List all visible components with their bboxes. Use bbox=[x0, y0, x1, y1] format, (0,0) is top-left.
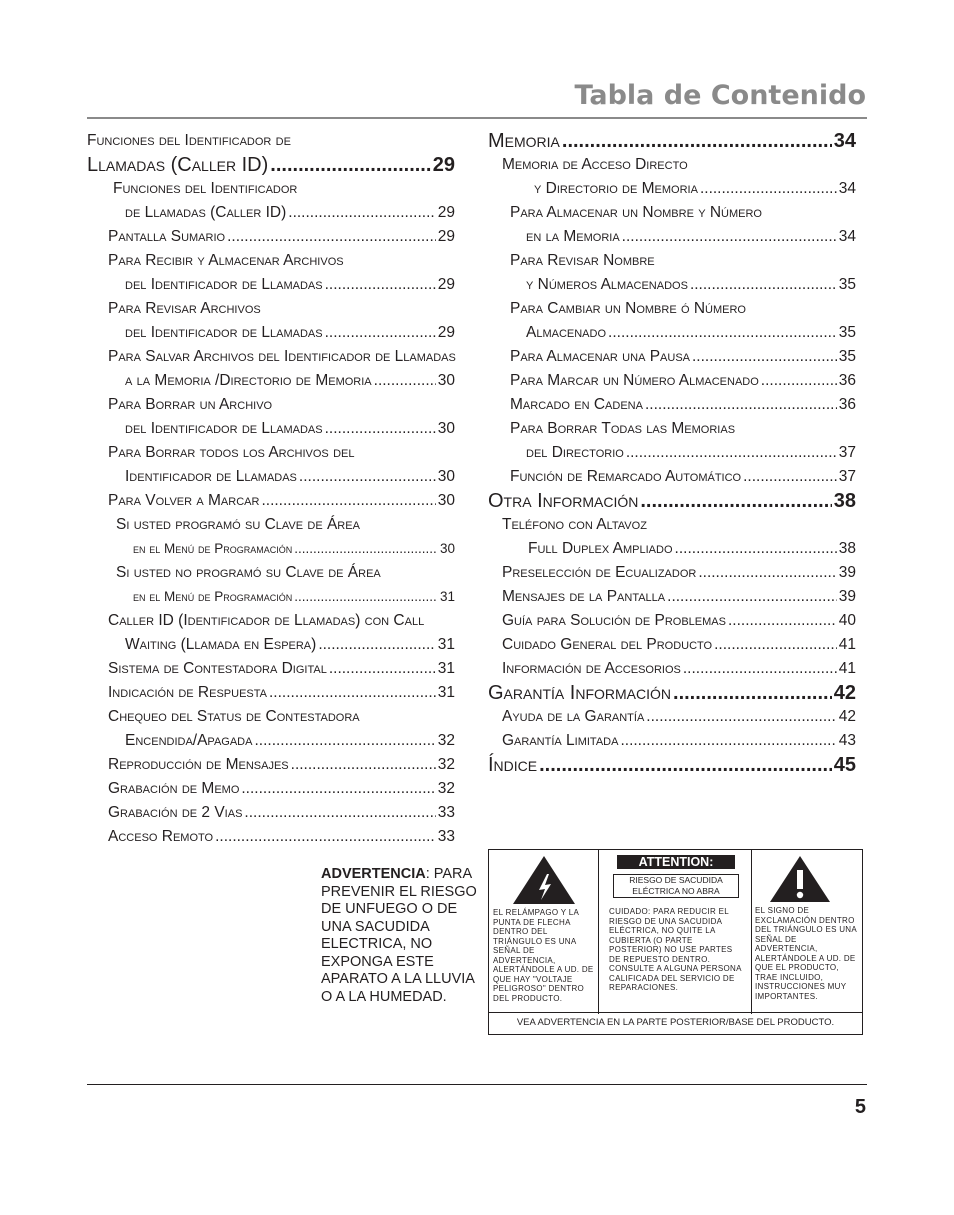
toc-entry-line[interactable]: Para Borrar Todas las Memorias bbox=[510, 420, 736, 437]
toc-entry[interactable] bbox=[488, 705, 856, 729]
dot-leader bbox=[227, 225, 436, 249]
toc-entry-line[interactable]: Si usted no programó su Clave de Área bbox=[116, 564, 381, 581]
toc-entry[interactable] bbox=[87, 657, 455, 681]
toc-entry-label: Índice bbox=[488, 754, 538, 776]
toc-entry-page: 30 bbox=[439, 541, 455, 556]
toc-entry[interactable] bbox=[488, 393, 856, 417]
dot-leader bbox=[244, 801, 435, 825]
toc-entry-page: 32 bbox=[437, 732, 455, 749]
toc-entry[interactable] bbox=[87, 489, 455, 513]
dot-leader bbox=[299, 465, 436, 489]
dot-leader bbox=[743, 465, 837, 489]
dot-leader bbox=[215, 825, 436, 849]
toc-entry-line[interactable]: Para Borrar todos los Archivos del bbox=[108, 444, 355, 461]
toc-entry-label: Mensajes de la Pantalla bbox=[502, 588, 666, 605]
toc-entry-label: Pantalla Sumario bbox=[108, 228, 226, 245]
toc-entry-page: 30 bbox=[437, 420, 455, 437]
toc-entry-label: del Identificador de Llamadas bbox=[125, 324, 323, 341]
toc-entry-page: 29 bbox=[437, 228, 455, 245]
dot-leader bbox=[645, 393, 837, 417]
dot-leader bbox=[761, 369, 837, 393]
toc-entry[interactable] bbox=[87, 753, 455, 777]
toc-entry-label: Para Almacenar una Pausa bbox=[510, 348, 690, 365]
dot-leader bbox=[714, 633, 837, 657]
toc-entry[interactable] bbox=[488, 729, 856, 753]
toc-entry-label: Indicación de Respuesta bbox=[108, 684, 267, 701]
toc-entry[interactable] bbox=[87, 681, 455, 705]
lightning-explanation: EL RELÁMPAGO Y LA PUNTA DE FLECHA DENTRO DEL TRIÁNGULO ES UNA SEÑAL DE ADVERTENCIA, ALERTÁNDOLE A UD. DE QUE HAY "VOLTAJE PELIGROSO" DENTRO DEL PRODUCTO. bbox=[493, 908, 594, 1003]
toc-entry-page: 37 bbox=[838, 444, 856, 461]
dot-leader bbox=[562, 129, 832, 153]
risk-label: RIESGO DE SACUDIDA ELÉCTRICA NO ABRA bbox=[613, 874, 739, 898]
toc-entry[interactable] bbox=[488, 681, 856, 705]
toc-entry-label: Grabación de Memo bbox=[108, 780, 240, 797]
dot-leader bbox=[620, 729, 836, 753]
dot-leader bbox=[683, 657, 837, 681]
toc-entry[interactable] bbox=[488, 657, 856, 681]
dot-leader bbox=[261, 489, 435, 513]
toc-entry-page: 43 bbox=[838, 732, 856, 749]
exclamation-triangle-icon bbox=[768, 854, 832, 904]
dot-leader bbox=[700, 177, 837, 201]
toc-entry[interactable] bbox=[488, 369, 856, 393]
warning-label: ADVERTENCIA bbox=[321, 866, 426, 882]
lightning-cell bbox=[489, 850, 599, 1014]
dot-leader bbox=[294, 537, 438, 561]
toc-entry-page: 34 bbox=[838, 180, 856, 197]
dot-leader bbox=[675, 537, 837, 561]
toc-entry-page: 31 bbox=[437, 660, 455, 677]
toc-entry-page: 29 bbox=[437, 276, 455, 293]
toc-entry-page: 35 bbox=[838, 348, 856, 365]
toc-entry-page: 30 bbox=[437, 492, 455, 509]
toc-entry[interactable] bbox=[87, 201, 455, 225]
toc-entry-page: 30 bbox=[437, 372, 455, 389]
dot-leader bbox=[325, 273, 436, 297]
dot-leader bbox=[692, 345, 837, 369]
dot-leader bbox=[318, 633, 435, 657]
toc-entry-label: del Directorio bbox=[526, 444, 624, 461]
toc-entry-label: Encendida/Apagada bbox=[125, 732, 253, 749]
toc-entry[interactable] bbox=[488, 489, 856, 513]
toc-entry-label: Garantía Limitada bbox=[502, 732, 619, 749]
dot-leader bbox=[690, 273, 837, 297]
toc-entry-page: 32 bbox=[437, 780, 455, 797]
toc-entry[interactable] bbox=[488, 585, 856, 609]
toc-entry[interactable] bbox=[488, 609, 856, 633]
warning-text bbox=[321, 866, 481, 1006]
toc-right-column bbox=[488, 129, 856, 777]
toc-entry-label: Identificador de Llamadas bbox=[125, 468, 297, 485]
toc-entry[interactable] bbox=[488, 537, 856, 561]
toc-entry-line[interactable]: Chequeo del Status de Contestadora bbox=[108, 708, 360, 725]
toc-entry-label: en el Menú de Programación bbox=[133, 589, 293, 604]
dot-leader bbox=[622, 225, 837, 249]
toc-entry[interactable] bbox=[488, 345, 856, 369]
toc-entry[interactable] bbox=[488, 633, 856, 657]
caution-box bbox=[488, 849, 863, 1035]
toc-entry[interactable] bbox=[488, 273, 856, 297]
toc-entry[interactable] bbox=[87, 633, 455, 657]
toc-entry-line[interactable]: Para Almacenar un Nombre y Número bbox=[510, 204, 762, 221]
caution-box-footer: VEA ADVERTENCIA EN LA PARTE POSTERIOR/BASE DEL PRODUCTO. bbox=[489, 1012, 862, 1034]
attention-label: ATTENTION: bbox=[617, 855, 735, 869]
toc-entry[interactable] bbox=[87, 537, 455, 561]
toc-entry[interactable] bbox=[488, 321, 856, 345]
dot-leader bbox=[539, 753, 832, 777]
dot-leader bbox=[698, 561, 836, 585]
toc-entry-label: Ayuda de la Garantía bbox=[502, 708, 645, 725]
toc-entry-label: Información de Accesorios bbox=[502, 660, 681, 677]
toc-entry[interactable] bbox=[87, 825, 455, 849]
toc-entry-label: y Directorio de Memoria bbox=[534, 180, 698, 197]
toc-entry-line[interactable]: Para Revisar Archivos bbox=[108, 300, 261, 317]
toc-entry-line[interactable]: Para Cambiar un Nombre ó Número bbox=[510, 300, 746, 317]
toc-entry-line[interactable]: Para Recibir y Almacenar Archivos bbox=[108, 252, 344, 269]
exclamation-explanation: EL SIGNO DE EXCLAMACIÓN DENTRO DEL TRIÁNGULO ES UNA SEÑAL DE ADVERTENCIA, ALERTÁNDOLE A UD. DE QUE EL PRODUCTO, TRAE INCLUIDO, INSTRUCCIONES MUY IMPORTANTES. bbox=[755, 906, 857, 1001]
dot-leader bbox=[667, 585, 837, 609]
toc-entry-label: a la Memoria /Directorio de Memoria bbox=[125, 372, 372, 389]
toc-entry-page: 35 bbox=[838, 324, 856, 341]
dot-leader bbox=[294, 585, 438, 609]
toc-entry[interactable] bbox=[87, 777, 455, 801]
toc-entry-page: 29 bbox=[437, 204, 455, 221]
toc-entry-page: 33 bbox=[437, 828, 455, 845]
toc-entry-label: Otra Información bbox=[488, 490, 639, 512]
dot-leader bbox=[325, 321, 436, 345]
dot-leader bbox=[640, 489, 831, 513]
dot-leader bbox=[325, 417, 436, 441]
toc-entry-label: Full Duplex Ampliado bbox=[528, 540, 673, 557]
toc-entry-page: 32 bbox=[437, 756, 455, 773]
toc-entry-page: 38 bbox=[833, 490, 856, 512]
toc-entry-label: Waiting (Llamada en Espera) bbox=[125, 636, 317, 653]
dot-leader bbox=[646, 705, 836, 729]
caution-explanation: CUIDADO: PARA REDUCIR EL RIESGO DE UNA SACUDIDA ELÉCTRICA, NO QUITE LA CUBIERTA (O PARTE POSTERIOR) NO USE PARTES DE REPUESTO DENTRO. CONSULTE A ALGUNA PERSONA CALIFICADA DEL SERVICIO DE REPARACIONES. bbox=[609, 907, 742, 992]
toc-entry[interactable] bbox=[488, 129, 856, 153]
toc-entry[interactable] bbox=[488, 441, 856, 465]
toc-entry-label: Garantía Información bbox=[488, 682, 672, 704]
toc-entry-label: de Llamadas (Caller ID) bbox=[125, 204, 287, 221]
toc-entry-label: en el Menú de Programación bbox=[133, 541, 293, 556]
toc-entry-label: Sistema de Contestadora Digital bbox=[108, 660, 327, 677]
dot-leader bbox=[329, 657, 436, 681]
attention-cell bbox=[599, 850, 752, 1014]
toc-entry[interactable] bbox=[87, 417, 455, 441]
toc-entry-page: 36 bbox=[838, 396, 856, 413]
dot-leader bbox=[608, 321, 837, 345]
toc-entry[interactable] bbox=[87, 273, 455, 297]
exclamation-cell bbox=[752, 850, 862, 1014]
toc-entry-label: Grabación de 2 Vias bbox=[108, 804, 243, 821]
toc-entry[interactable] bbox=[488, 225, 856, 249]
toc-entry-label: Cuidado General del Producto bbox=[502, 636, 713, 653]
toc-entry-label: Marcado en Cadena bbox=[510, 396, 643, 413]
dot-leader bbox=[269, 681, 436, 705]
toc-entry[interactable] bbox=[87, 369, 455, 393]
toc-entry-page: 41 bbox=[838, 660, 856, 677]
toc-entry-page: 33 bbox=[437, 804, 455, 821]
toc-entry-label: Acceso Remoto bbox=[108, 828, 214, 845]
toc-entry[interactable] bbox=[488, 465, 856, 489]
toc-entry[interactable] bbox=[87, 153, 455, 177]
toc-entry-label: del Identificador de Llamadas bbox=[125, 420, 323, 437]
toc-entry-page: 29 bbox=[432, 154, 455, 176]
toc-entry-label: Llamadas (Caller ID) bbox=[87, 154, 269, 176]
toc-entry-line[interactable]: Para Borrar un Archivo bbox=[108, 396, 273, 413]
dot-leader bbox=[626, 441, 837, 465]
page-title: Tabla de Contenido bbox=[574, 80, 866, 111]
toc-entry-label: Función de Remarcado Automático bbox=[510, 468, 742, 485]
toc-entry-label: Memoria bbox=[488, 130, 560, 152]
toc-entry-page: 34 bbox=[838, 228, 856, 245]
toc-entry[interactable] bbox=[87, 729, 455, 753]
toc-entry-page: 37 bbox=[838, 468, 856, 485]
toc-entry-page: 36 bbox=[838, 372, 856, 389]
toc-entry-page: 34 bbox=[833, 130, 856, 152]
toc-entry-label: Guía para Solución de Problemas bbox=[502, 612, 726, 629]
toc-entry-line[interactable]: Funciones del Identificador bbox=[113, 180, 298, 197]
toc-entry-line[interactable]: Caller ID (Identificador de Llamadas) con Call bbox=[108, 612, 425, 629]
dot-leader bbox=[254, 729, 435, 753]
dot-leader bbox=[728, 609, 837, 633]
dot-leader bbox=[291, 753, 436, 777]
toc-entry[interactable] bbox=[87, 225, 455, 249]
toc-entry-page: 41 bbox=[838, 636, 856, 653]
toc-entry-line[interactable]: Para Revisar Nombre bbox=[510, 252, 655, 269]
toc-entry-label: Para Marcar un Número Almacenado bbox=[510, 372, 759, 389]
toc-entry-page: 31 bbox=[437, 684, 455, 701]
toc-entry-label: Preselección de Ecualizador bbox=[502, 564, 697, 581]
toc-entry-line[interactable]: Para Salvar Archivos del Identificador de Llamadas bbox=[108, 348, 456, 365]
warning-body: : PARA PREVENIR EL RIESGO DE UNFUEGO O DE UNA SACUDIDA ELECTRICA, NO EXPONGA ESTE APARATO A LA LLUVIA O A LA HUMEDAD. bbox=[321, 866, 477, 1005]
toc-entry-label: Reproducción de Mensajes bbox=[108, 756, 289, 773]
toc-entry-line[interactable]: Funciones del Identificador de bbox=[87, 132, 291, 149]
toc-entry[interactable] bbox=[488, 561, 856, 585]
page-number: 5 bbox=[854, 1096, 866, 1118]
toc-entry-page: 31 bbox=[437, 636, 455, 653]
toc-entry-label: Para Volver a Marcar bbox=[108, 492, 260, 509]
lightning-triangle-icon bbox=[511, 854, 577, 906]
dot-leader bbox=[241, 777, 435, 801]
toc-entry-page: 38 bbox=[838, 540, 856, 557]
dot-leader bbox=[288, 201, 435, 225]
toc-entry-page: 35 bbox=[838, 276, 856, 293]
toc-entry-page: 39 bbox=[838, 564, 856, 581]
toc-entry-line[interactable]: Memoria de Acceso Directo bbox=[502, 156, 688, 173]
toc-entry-page: 30 bbox=[437, 468, 455, 485]
dot-leader bbox=[374, 369, 436, 393]
toc-entry-page: 39 bbox=[838, 588, 856, 605]
toc-entry-label: del Identificador de Llamadas bbox=[125, 276, 323, 293]
toc-entry-page: 40 bbox=[838, 612, 856, 629]
toc-entry[interactable] bbox=[87, 585, 455, 609]
toc-entry[interactable] bbox=[488, 753, 856, 777]
footer-rule bbox=[87, 1084, 867, 1085]
toc-entry-line[interactable]: Teléfono con Altavoz bbox=[502, 516, 647, 533]
toc-entry-page: 42 bbox=[833, 682, 856, 704]
title-rule bbox=[87, 117, 867, 119]
toc-entry-page: 45 bbox=[833, 754, 856, 776]
toc-entry-line[interactable]: Si usted programó su Clave de Área bbox=[116, 516, 360, 533]
toc-entry-label: en la Memoria bbox=[526, 228, 620, 245]
toc-entry-label: y Números Almacenados bbox=[526, 276, 688, 293]
toc-entry[interactable] bbox=[87, 321, 455, 345]
dot-leader bbox=[673, 681, 832, 705]
toc-entry[interactable] bbox=[87, 465, 455, 489]
toc-entry[interactable] bbox=[488, 177, 856, 201]
toc-entry[interactable] bbox=[87, 801, 455, 825]
toc-entry-page: 29 bbox=[437, 324, 455, 341]
toc-entry-page: 42 bbox=[838, 708, 856, 725]
toc-left-column bbox=[87, 129, 455, 849]
toc-entry-page: 31 bbox=[439, 589, 455, 604]
toc-entry-label: Almacenado bbox=[526, 324, 607, 341]
dot-leader bbox=[270, 153, 430, 177]
